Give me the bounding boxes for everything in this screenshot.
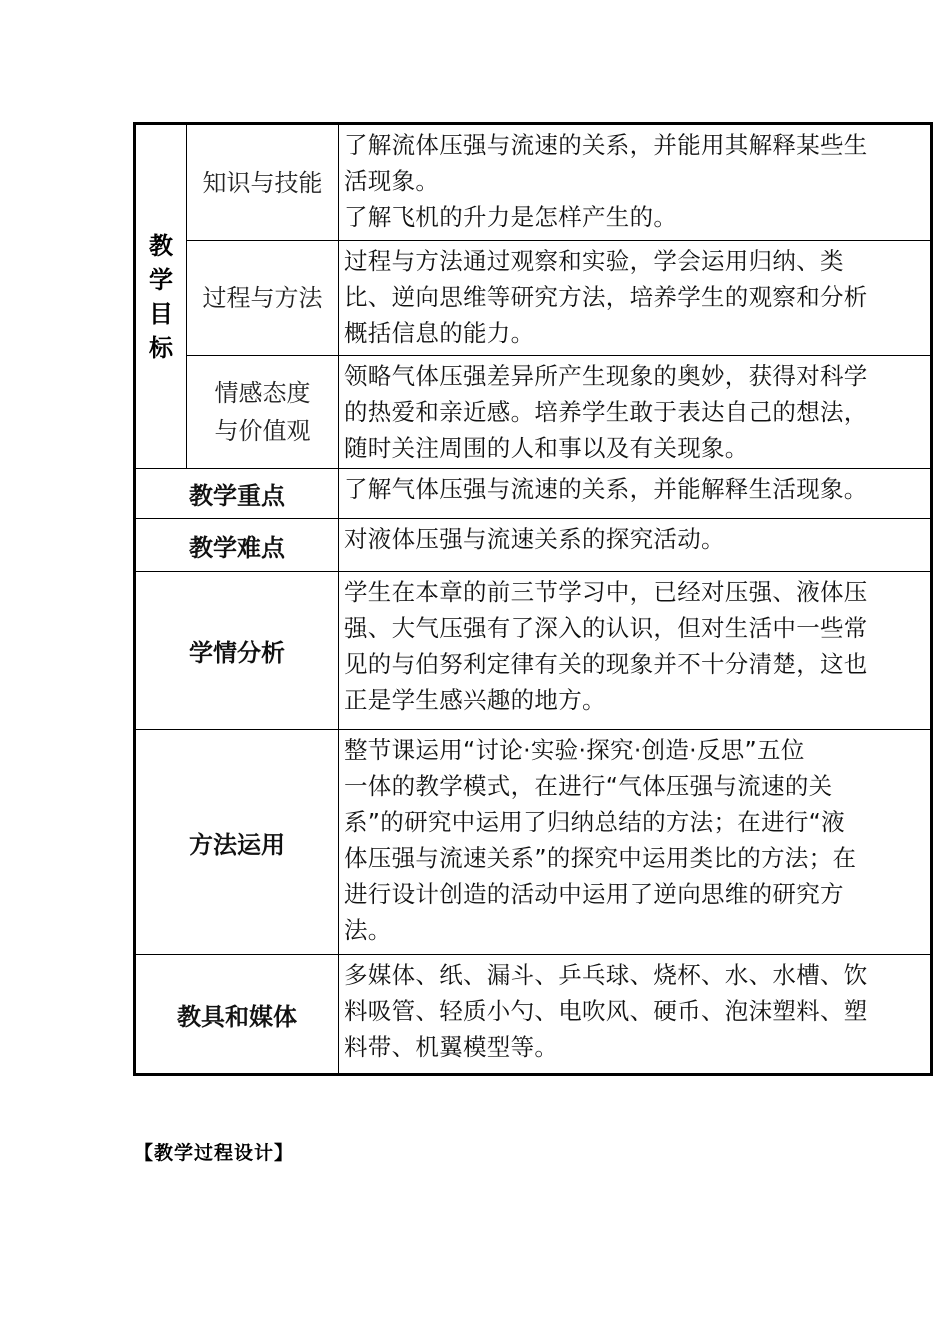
content-line: 随时关注周围的人和事以及有关现象。 [344,434,749,462]
sublabel-text: 过程与方法 [202,284,323,312]
content-line: 对液体压强与流速关系的探究活动。 [344,525,725,553]
heading-student-analysis: 学情分析 [135,572,339,730]
content-line: 的热爱和亲近感。培养学生敢于表达自己的想法， [344,398,868,426]
row-methods [135,730,932,955]
row-teaching-aids [135,955,932,1075]
objectives-header-char: 目 [149,299,173,328]
content-knowledge-skills [339,124,932,241]
objective-row-knowledge [135,124,932,241]
sublabel-attitude-values [187,356,339,469]
section-title: 【教学过程设计】 [134,1142,295,1164]
content-line: 了解飞机的升力是怎样产生的。 [344,203,678,231]
content-line: 体压强与流速关系”的探究中运用类比的方法；在 [344,844,857,872]
row-student-analysis [135,572,932,730]
objectives-header-char: 标 [149,333,173,362]
content-line: 活现象。 [344,167,440,195]
content-line: 了解流体压强与流速的关系，并能用其解释某些生 [344,131,868,159]
content-line: 了解气体压强与流速的关系，并能解释生活现象。 [344,475,868,503]
row-key-points [135,469,932,519]
heading-methods: 方法运用 [135,730,339,955]
sublabel-text: 知识与技能 [202,168,323,197]
content-methods [339,730,932,955]
content-line: 一体的教学模式，在进行“气体压强与流速的关 [344,772,833,800]
content-line: 正是学生感兴趣的地方。 [344,686,606,714]
content-attitude-values [339,356,932,469]
content-line: 料带、机翼模型等。 [344,1033,559,1061]
objective-row-process [135,241,932,356]
content-difficulties [339,519,932,572]
content-student-analysis [339,572,932,730]
content-line: 领略气体压强差异所产生现象的奥妙，获得对科学 [344,362,868,390]
content-line: 强、大气压强有了深入的认识，但对生活中一些常 [344,614,868,642]
content-line: 概括信息的能力。 [344,319,535,347]
content-teaching-aids [339,955,932,1075]
sublabel-text: 情感态度 [214,379,311,407]
content-line: 进行设计创造的活动中运用了逆向思维的研究方 [344,880,844,908]
objectives-header-char: 教 [149,231,173,260]
content-line: 学生在本章的前三节学习中，已经对压强、液体压 [344,578,868,606]
content-line: 系”的研究中运用了归纳总结的方法；在进行“液 [344,808,845,836]
content-line: 整节课运用“讨论·实验·探究·创造·反思”五位 [344,736,805,764]
sublabel-knowledge-skills [187,124,339,241]
lesson-plan-table [133,122,933,1076]
heading-key-points: 教学重点 [135,469,339,519]
objectives-header [135,124,187,469]
content-line: 比、逆向思维等研究方法，培养学生的观察和分析 [344,283,868,311]
objective-row-attitude [135,356,932,469]
heading-difficulties: 教学难点 [135,519,339,572]
content-line: 料吸管、轻质小勺、电吹风、硬币、泡沫塑料、塑 [344,997,868,1025]
objectives-header-char: 学 [149,265,173,294]
content-line: 法。 [344,916,392,944]
content-line: 多媒体、纸、漏斗、乒乓球、烧杯、水、水槽、饮 [344,961,868,989]
content-line: 过程与方法通过观察和实验，学会运用归纳、类 [344,247,844,275]
content-process-method [339,241,932,356]
heading-teaching-aids: 教具和媒体 [135,955,339,1075]
sublabel-process-method [187,241,339,356]
row-difficulties [135,519,932,572]
sublabel-text: 与价值观 [214,417,311,445]
content-line: 见的与伯努利定律有关的现象并不十分清楚，这也 [344,650,868,678]
content-key-points [339,469,932,519]
